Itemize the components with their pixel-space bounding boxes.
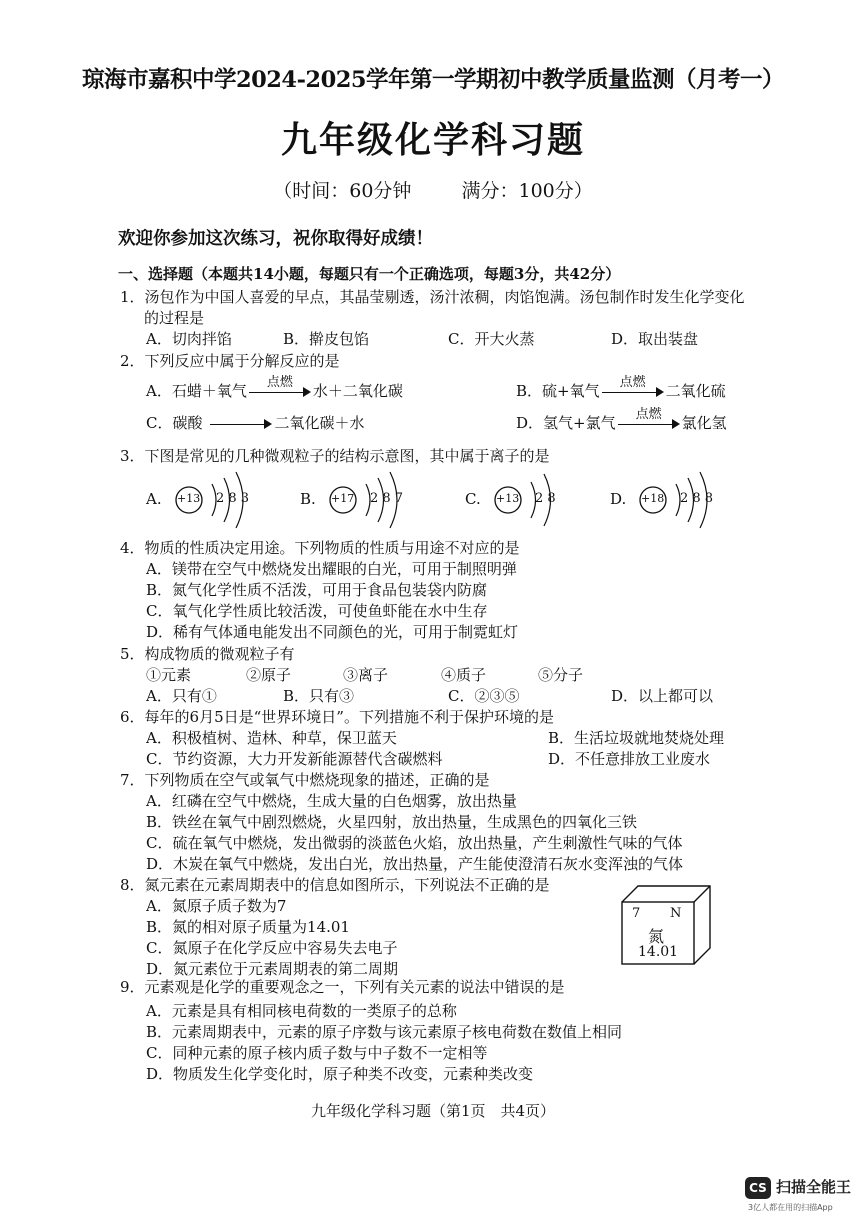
q6-option-a: A．积极植树、造林、种草，保卫蓝天 <box>146 729 397 747</box>
welcome-text: 欢迎你参加这次练习，祝你取得好成绩！ <box>118 229 433 249</box>
q5-item: ③离子 <box>343 666 389 684</box>
q9-option-c: C．同种元素的原子核内质子数与中子数不一定相等 <box>146 1044 488 1062</box>
q8-option-c: C．氮原子在化学反应中容易失去电子 <box>146 939 398 957</box>
exam-time: （时间：60分钟 <box>273 180 412 202</box>
q7-option-a: A．红磷在空气中燃烧，生成大量的白色烟雾，放出热量 <box>146 792 517 810</box>
shell-electrons: 2 8 8 <box>680 491 714 506</box>
page-footer: 九年级化学科习题（第1页 共4页） <box>310 1102 556 1120</box>
atomic-mass: 14.01 <box>638 944 679 960</box>
q2-option-a <box>146 375 403 401</box>
q2c-reactants: C．碳酸 <box>146 414 203 432</box>
q2-option-d <box>516 407 727 433</box>
q8-option-d: D．氮元素位于元素周期表的第二周期 <box>146 960 399 978</box>
question-9-stem: 9．元素观是化学的重要观念之一，下列有关元素的说法中错误的是 <box>120 978 565 996</box>
atom-option-label: B. <box>300 490 316 508</box>
nucleus-charge: +13 <box>496 492 520 505</box>
reaction-arrow <box>210 417 272 431</box>
q2-option-b <box>516 375 726 401</box>
q1-option-c: C．开大火蒸 <box>448 330 535 348</box>
exam-score: 满分：100分） <box>461 180 593 202</box>
q4-option-c: C．氧气化学性质比较活泼，可使鱼虾能在水中生存 <box>146 602 488 620</box>
question-1-stem: 1．汤包作为中国人喜爱的早点，其晶莹剔透，汤汁浓稠，肉馅饱满。汤包制作时发生化学变化 <box>120 288 745 306</box>
q1-option-a: A．切肉拌馅 <box>146 330 232 348</box>
q2d-products: 氯化氢 <box>681 414 727 432</box>
q5-item: ④质子 <box>441 666 487 684</box>
q4-option-b: B．氮气化学性质不活泼，可用于食品包装袋内防腐 <box>146 581 488 599</box>
periodic-table-cell <box>620 884 712 966</box>
q7-option-d: D．木炭在氧气中燃烧，发出白光，放出热量，产生能使澄清石灰水变浑浊的气体 <box>146 855 684 873</box>
q8-option-a: A．氮原子质子数为7 <box>146 897 287 915</box>
question-7-stem: 7．下列物质在空气或氧气中燃烧现象的描述，正确的是 <box>120 771 490 789</box>
q5-option-a: A．只有① <box>146 687 217 705</box>
q1-option-d: D．取出装盘 <box>611 330 699 348</box>
q6-option-b: B．生活垃圾就地焚烧处理 <box>548 729 725 747</box>
element-symbol: N <box>670 906 682 921</box>
q4-option-d: D．稀有气体通电能发出不同颜色的光，可用于制霓虹灯 <box>146 623 519 641</box>
q7-option-b: B．铁丝在氧气中剧烈燃烧，火星四射，放出热量，生成黑色的四氧化三铁 <box>146 813 638 831</box>
scanner-tagline: 3亿人都在用的扫描App <box>748 1203 833 1212</box>
q2b-reactants: B．硫+氧气 <box>516 382 600 400</box>
nucleus-charge: +18 <box>641 492 665 505</box>
school-header: 琼海市嘉积中学2024-2025学年第一学期初中教学质量监测（月考一） <box>81 67 785 93</box>
reaction-arrow <box>602 375 664 399</box>
section-heading: 一、选择题（本题共14小题，每题只有一个正确选项，每题3分，共42分） <box>118 265 621 283</box>
page-title: 九年级化学科习题 <box>280 119 585 161</box>
atomic-number: 7 <box>632 906 641 921</box>
q5-item: ⑤分子 <box>538 666 584 684</box>
shell-electrons: 2 8 7 <box>370 491 404 506</box>
atom-option-label: C. <box>465 490 481 508</box>
question-5-stem: 5．构成物质的微观粒子有 <box>120 645 295 663</box>
scanner-app-name: 扫描全能王 <box>776 1178 852 1196</box>
q2b-products: 二氧化硫 <box>665 382 726 400</box>
question-6-stem: 6．每年的6月5日是“世界环境日”。下列措施不利于保护环境的是 <box>120 708 554 726</box>
q8-option-b: B．氮的相对原子质量为14.01 <box>146 918 350 936</box>
q5-option-c: C．②③⑤ <box>448 687 520 705</box>
reaction-arrow <box>249 375 311 399</box>
shell-electrons: 2 8 3 <box>216 491 250 506</box>
question-3-stem: 3．下图是常见的几种微观粒子的结构示意图，其中属于离子的是 <box>120 447 550 465</box>
nucleus-charge: +13 <box>177 492 201 505</box>
q2-option-c <box>146 412 365 433</box>
q4-option-a: A．镁带在空气中燃烧发出耀眼的白光，可用于制照明弹 <box>146 560 517 578</box>
q2a-reactants: A．石蜡＋氧气 <box>146 382 247 400</box>
atom-option-label: A. <box>146 490 162 508</box>
q5-option-d: D．以上都可以 <box>611 687 714 705</box>
camscanner-logo-icon: CS <box>745 1177 771 1199</box>
reaction-condition: 点燃 <box>619 375 646 390</box>
question-2-stem: 2．下列反应中属于分解反应的是 <box>120 352 340 370</box>
q6-option-c: C．节约资源，大力开发新能源替代含碳燃料 <box>146 750 443 768</box>
q5-item: ②原子 <box>246 666 292 684</box>
reaction-condition: 点燃 <box>266 375 293 390</box>
q5-item: ①元素 <box>146 666 192 684</box>
shell-electrons: 2 8 <box>535 491 556 506</box>
question-1-stem-cont: 的过程是 <box>144 309 205 327</box>
q5-option-b: B．只有③ <box>283 687 355 705</box>
q9-option-a: A．元素是具有相同核电荷数的一类原子的总称 <box>146 1002 457 1020</box>
reaction-condition: 点燃 <box>635 407 662 422</box>
nucleus-charge: +17 <box>331 492 355 505</box>
q6-option-d: D．不任意排放工业废水 <box>548 750 711 768</box>
question-4-stem: 4．物质的性质决定用途。下列物质的性质与用途不对应的是 <box>120 539 520 557</box>
atom-option-label: D. <box>610 490 627 508</box>
q7-option-c: C．硫在氧气中燃烧，发出微弱的淡蓝色火焰，放出热量，产生刺激性气味的气体 <box>146 834 683 852</box>
q2a-products: 水＋二氧化碳 <box>312 382 403 400</box>
question-8-stem: 8．氮元素在元素周期表中的信息如图所示，下列说法不正确的是 <box>120 876 550 894</box>
exam-info <box>0 176 866 203</box>
q1-option-b: B．擀皮包馅 <box>283 330 370 348</box>
q2d-reactants: D．氢气+氯气 <box>516 414 616 432</box>
q9-option-b: B．元素周期表中，元素的原子序数与该元素原子核电荷数在数值上相同 <box>146 1023 623 1041</box>
element-name: 氮 <box>648 927 665 946</box>
q2c-products: 二氧化碳＋水 <box>274 414 365 432</box>
q9-option-d: D．物质发生化学变化时，原子种类不改变，元素种类改变 <box>146 1065 534 1083</box>
reaction-arrow <box>618 407 680 431</box>
